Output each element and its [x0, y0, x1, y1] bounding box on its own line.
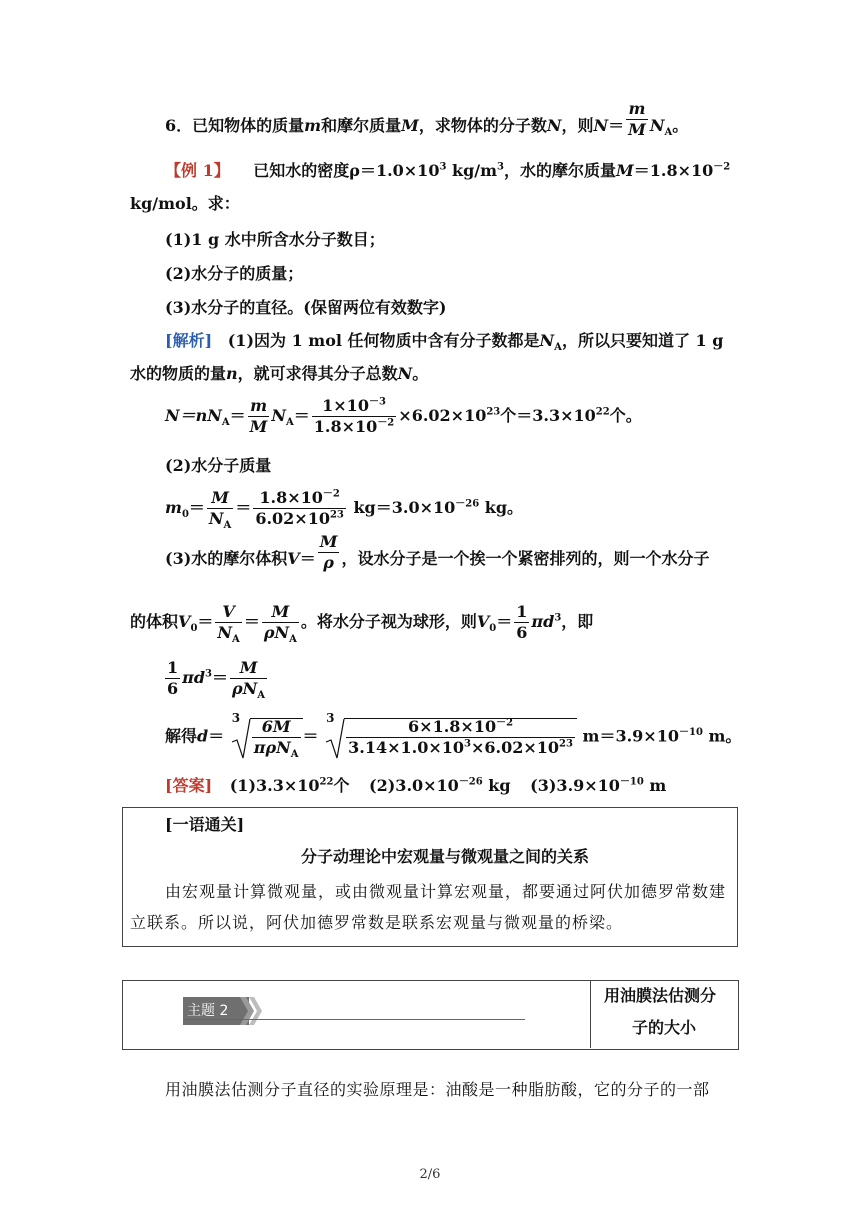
topic-divider — [590, 980, 591, 1048]
question-3: (3)水分子的直径。(保留两位有效数字) — [165, 298, 447, 317]
equation-molecule-count: $N=nN_A=$ $\frac{m}{M}$ $N_A=$ $\frac{1\times 10^{-3}}{1.8\times 10^{-2}}$ $\times 6.02\times 10^{23}$个$=3.3\times 10^{22}$个。 — [165, 396, 642, 436]
topic-title-line-2: 子的大小 — [632, 1018, 697, 1037]
item-6: 6．已知物体的质量m和摩尔质量M，求物体的分子数N，则N＝ $\frac{m}{M}$ $N_A$。 — [165, 99, 689, 139]
example-1-line-1: 【例 1】 已知水的密度$\rho=1.0\times 10^3$ $kg/m^3$，水的摩尔质量$M=1.8\times 10^{-2}$ — [165, 161, 731, 180]
question-2: (2)水分子的质量； — [165, 264, 304, 283]
summary-title: 分子动理论中宏观量与微观量之间的关系 — [300, 847, 589, 866]
section-3-line-2: 的体积$V_0=$ $\frac{V}{N_A}$ ＝ $\frac{M}{\rho N_A}$ 。将水分子视为球形，则$V_0=$ $\frac{1}{6}$ $\pi d^3$，即 — [130, 602, 594, 646]
section-2-title: (2)水分子质量 — [165, 456, 272, 475]
cube-root-1: 3 $\frac{6M}{\pi\rho N_A}$ — [230, 718, 303, 756]
summary-label: [一语通关] — [165, 815, 245, 834]
section-3-line-3: $\frac{1}{6}$ $\pi d^3=$ $\frac{M}{\rho N_A}$ — [167, 658, 266, 702]
radical-sign-icon — [324, 718, 346, 760]
topic-title-line-1: 用油膜法估测分 — [604, 986, 717, 1005]
example-1-line-2: kg/mol。求： — [130, 194, 240, 213]
radical-sign-icon — [230, 718, 252, 760]
analysis-label: [解析] — [165, 331, 213, 350]
analysis-line-2: 水的物质的量n，就可求得其分子总数N。 — [130, 364, 429, 383]
analysis-line-1: [解析] (1)因为 1 mol 任何物质中含有分子数都是$N_A$，所以只要知道了 1 g — [165, 331, 724, 354]
badge-stripes-icon — [240, 997, 268, 1025]
fraction-m-over-M: $\frac{m}{M}$ — [628, 99, 646, 139]
body-paragraph: 用油膜法估测分子直径的实验原理是：油酸是一种脂肪酸，它的分子的一部 — [165, 1080, 710, 1099]
answer-label: [答案] — [165, 776, 213, 795]
summary-text-1: 由宏观量计算微观量，或由微观量计算宏观量，都要通过阿伏加德罗常数建 — [165, 882, 727, 901]
question-1: (1)1 g 水中所含水分子数目； — [165, 230, 385, 249]
page-number: 2/6 — [419, 1167, 441, 1182]
equation-molecule-mass: $m_0=$ $\frac{M}{N_A}$ ＝ $\frac{1.8\times 10^{-2}}{6.02\times 10^{23}}$ $kg=3.0\times 10^{-26}$ kg。 — [165, 488, 524, 532]
answer-line: [答案] $(1)3.3\times 10^{22}$个 $(2)3.0\times 10^{-26}$ kg $(3)3.9\times 10^{-10}$ m — [165, 776, 667, 795]
summary-text-2: 立联系。所以说，阿伏加德罗常数是联系宏观量与微观量的桥梁。 — [130, 913, 624, 932]
example-label: 【例 1】 — [165, 161, 230, 180]
cube-root-2: 3 $\frac{6\times 1.8\times 10^{-2}}{3.14\times 1.0\times 10^3\times 6.02\times 10^{23}}$ — [324, 718, 577, 756]
topic-rule — [183, 1019, 525, 1020]
section-3-line-4: 解得d＝ 3 $\frac{6M}{\pi\rho N_A}$ ＝ 3 $\frac{6\times 1.8\times 10^{-2}}{3.14\times 1.0\times 10^3\times 6.02\times 10^{23}}$ $m=3.9\times 10^{-10}$ m。 — [165, 711, 742, 761]
section-3-line-1: (3)水的摩尔体积V＝ $\frac{M}{\rho}$ ，设水分子是一个挨一个紧密排列的，则一个水分子 — [165, 532, 710, 572]
topic-badge: 主题 2 — [183, 997, 249, 1025]
